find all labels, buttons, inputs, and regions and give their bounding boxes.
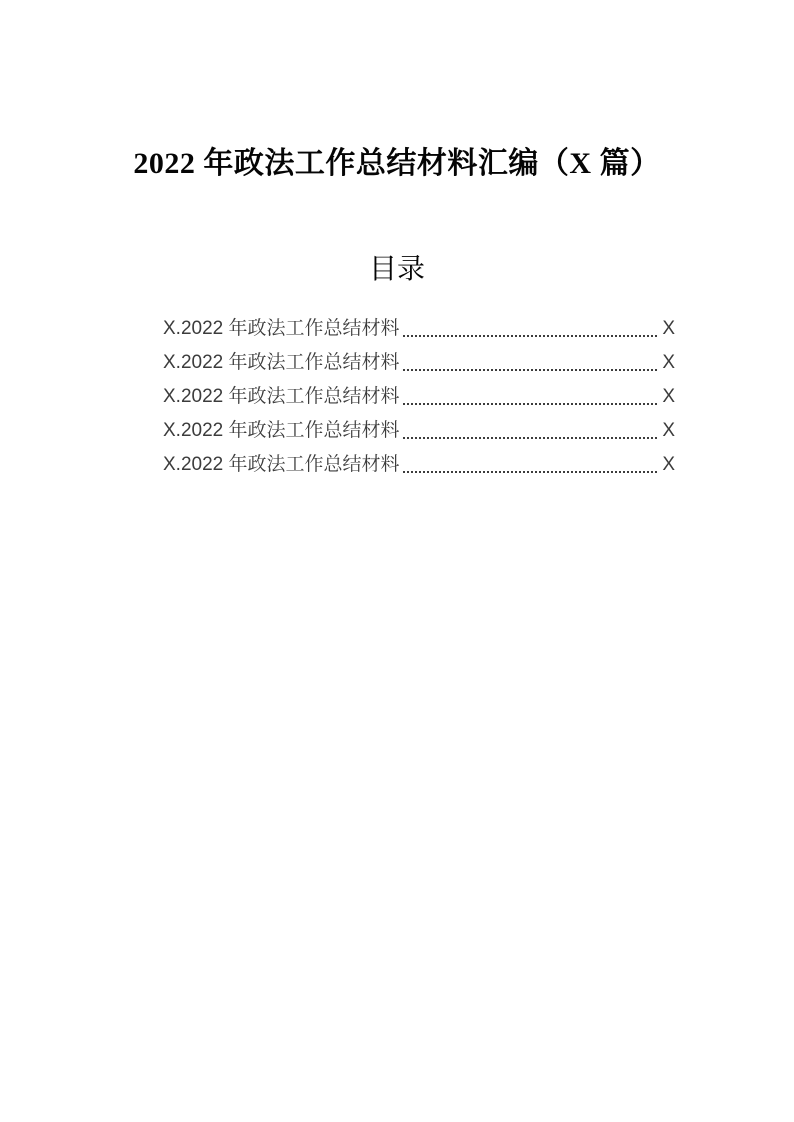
toc-heading: 目录 [368, 254, 425, 285]
toc-leader-dots [400, 380, 661, 414]
toc-leader-dots [400, 312, 661, 346]
toc-leader-dots [400, 414, 661, 448]
toc-entry[interactable] [163, 346, 675, 380]
document-title: 2022 年政法工作总结材料汇编（X 篇） [133, 147, 661, 180]
toc-entry[interactable] [163, 380, 675, 414]
toc-entry-label: X.2022 年政法工作总结材料 [163, 454, 400, 475]
toc-entry-label: X.2022 年政法工作总结材料 [163, 420, 400, 441]
toc-entry[interactable] [163, 414, 675, 448]
toc-list [163, 312, 675, 482]
toc-page-number: X [662, 352, 675, 373]
toc-entry[interactable] [163, 448, 675, 482]
toc-page-number: X [662, 386, 675, 407]
toc-page-number: X [662, 318, 675, 339]
toc-entry-label: X.2022 年政法工作总结材料 [163, 386, 400, 407]
toc-page-number: X [662, 454, 675, 475]
toc-entry-label: X.2022 年政法工作总结材料 [163, 318, 400, 339]
toc-entry[interactable] [163, 312, 675, 346]
toc-entry-label: X.2022 年政法工作总结材料 [163, 352, 400, 373]
toc-leader-dots [400, 448, 661, 482]
toc-leader-dots [400, 346, 661, 380]
toc-page-number: X [662, 420, 675, 441]
